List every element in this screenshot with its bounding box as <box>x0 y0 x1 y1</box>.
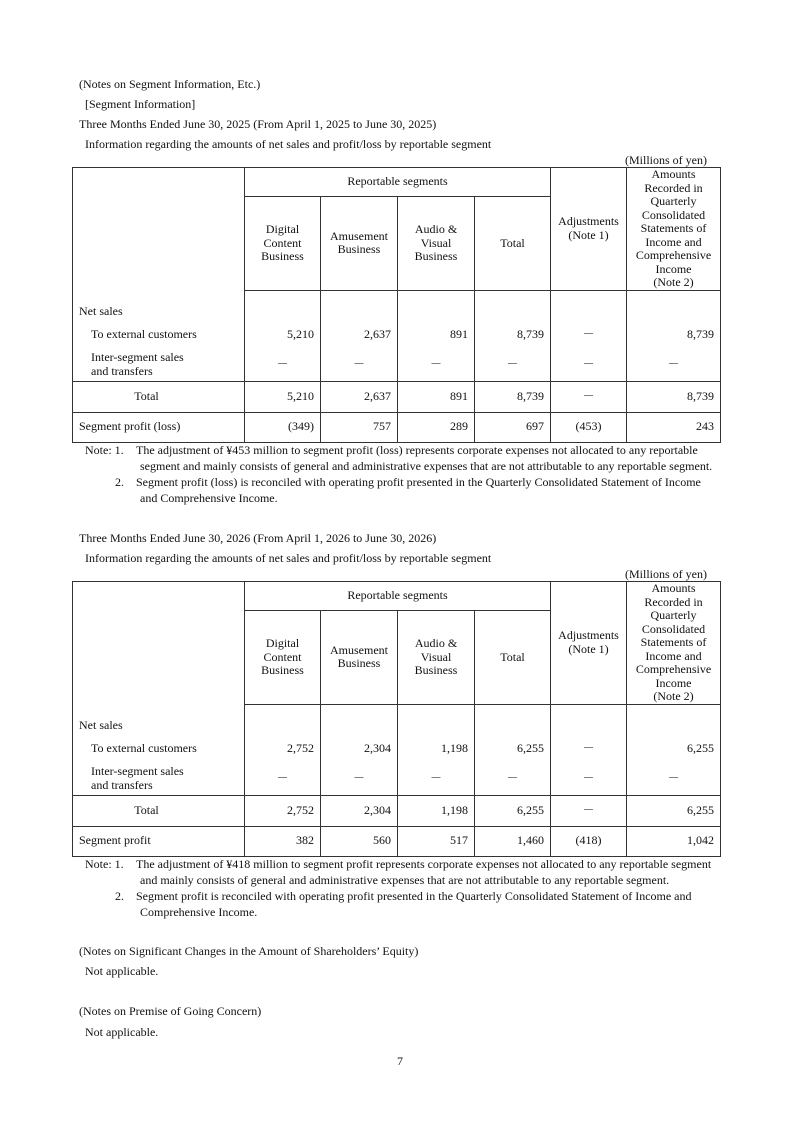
row-label-segment-profit: Segment profit <box>73 826 245 856</box>
cell-value: (349) <box>245 412 321 442</box>
header-adjustments: Adjustments (Note 1) <box>551 168 627 291</box>
row-label-net-sales: Net sales <box>73 704 245 735</box>
table-row <box>73 321 721 349</box>
cell-value: － <box>627 349 721 381</box>
header-total: Total <box>475 197 551 290</box>
cell-value: 289 <box>398 412 475 442</box>
cell-value: 1,042 <box>627 826 721 856</box>
cell-value: － <box>475 763 551 795</box>
header-audio-visual: Audio & Visual Business <box>398 611 475 704</box>
cell-value: － <box>551 381 627 412</box>
period2-subtitle: Information regarding the amounts of net sales and profit/loss by reportable segment <box>85 551 492 565</box>
period2-unit-label: (Millions of yen) <box>625 567 707 581</box>
cell-value: 8,739 <box>475 321 551 349</box>
cell-value: 2,637 <box>321 321 398 349</box>
header-audio-visual: Audio & Visual Business <box>398 197 475 290</box>
row-label-inter-segment: Inter-segment sales and transfers <box>73 349 245 381</box>
cell-value: 6,255 <box>475 795 551 826</box>
cell-value: 5,210 <box>245 381 321 412</box>
period1-subtitle: Information regarding the amounts of net sales and profit/loss by reportable segment <box>85 137 492 151</box>
row-label-total: Total <box>73 795 245 826</box>
going-concern-heading: (Notes on Premise of Going Concern) <box>79 1004 262 1018</box>
cell-value: 5,210 <box>245 321 321 349</box>
cell-value: － <box>398 763 475 795</box>
cell-value: － <box>551 735 627 763</box>
note-prefix: Note: 1. <box>85 857 124 871</box>
period1-unit-label: (Millions of yen) <box>625 153 707 167</box>
cell-value: 697 <box>475 412 551 442</box>
note-prefix: Note: 1. <box>85 443 124 457</box>
table-row <box>73 412 721 442</box>
header-total: Total <box>475 611 551 704</box>
period1-segment-table <box>72 167 721 443</box>
cell-value: 1,460 <box>475 826 551 856</box>
segment-heading: [Segment Information] <box>85 97 196 111</box>
cell-value: － <box>398 349 475 381</box>
period1-title: Three Months Ended June 30, 2025 (From April 1, 2025 to June 30, 2025) <box>79 117 437 131</box>
cell-value: (418) <box>551 826 627 856</box>
cell-value: 6,255 <box>627 795 721 826</box>
note2-line1: Segment profit (loss) is reconciled with operating profit presented in the Quarterly Consolidated Statement of Income <box>136 475 701 489</box>
cell-value: 6,255 <box>475 735 551 763</box>
cell-value: 517 <box>398 826 475 856</box>
cell-value: 2,304 <box>321 735 398 763</box>
row-label-inter-segment: Inter-segment sales and transfers <box>73 763 245 795</box>
note2-number: 2. <box>115 475 124 489</box>
note1-line1: The adjustment of ¥453 million to segment profit (loss) represents corporate expenses not allocated to any reportable <box>136 443 698 457</box>
cell-value: 6,255 <box>627 735 721 763</box>
cell-value: － <box>475 349 551 381</box>
row-label-total: Total <box>73 381 245 412</box>
header-digital-content: Digital Content Business <box>245 197 321 290</box>
cell-value: 8,739 <box>627 321 721 349</box>
cell-value: － <box>551 763 627 795</box>
table-row <box>73 735 721 763</box>
header-amusement: Amusement Business <box>321 197 398 290</box>
period1-notes <box>85 443 725 507</box>
note1-line2: and mainly consists of general and administrative expenses that are not attributable to any reportable segment. <box>140 873 670 887</box>
cell-value: 382 <box>245 826 321 856</box>
cell-value: 8,739 <box>627 381 721 412</box>
cell-value: － <box>321 763 398 795</box>
header-adjustments: Adjustments (Note 1) <box>551 582 627 705</box>
cell-value: 8,739 <box>475 381 551 412</box>
row-label-net-sales: Net sales <box>73 290 245 321</box>
notes-heading: (Notes on Segment Information, Etc.) <box>79 77 261 91</box>
cell-value: － <box>551 349 627 381</box>
page-number: 7 <box>397 1054 403 1068</box>
header-amusement: Amusement Business <box>321 611 398 704</box>
header-amounts-recorded: Amounts Recorded in Quarterly Consolidated Statements of Income and Comprehensive Income (Note 2) <box>627 168 721 291</box>
row-label-external: To external customers <box>73 321 245 349</box>
corner-cell <box>73 168 245 291</box>
table-row <box>73 381 721 412</box>
note1-line1: The adjustment of ¥418 million to segment profit represents corporate expenses not allocated to any reportable segment <box>136 857 712 871</box>
cell-value: － <box>551 321 627 349</box>
cell-value: 2,637 <box>321 381 398 412</box>
equity-heading: (Notes on Significant Changes in the Amount of Shareholders’ Equity) <box>79 944 419 958</box>
equity-text: Not applicable. <box>85 964 159 978</box>
table-row <box>73 290 721 321</box>
header-reportable-segments: Reportable segments <box>245 582 551 611</box>
cell-value: － <box>551 795 627 826</box>
table-row <box>73 704 721 735</box>
table-row <box>73 763 721 795</box>
note2-line1: Segment profit is reconciled with operating profit presented in the Quarterly Consolidated Statement of Income and <box>136 889 692 903</box>
note2-number: 2. <box>115 889 124 903</box>
row-label-segment-profit: Segment profit (loss) <box>73 412 245 442</box>
period2-title: Three Months Ended June 30, 2026 (From April 1, 2026 to June 30, 2026) <box>79 531 437 545</box>
cell-value: (453) <box>551 412 627 442</box>
cell-value: 891 <box>398 321 475 349</box>
cell-value: 757 <box>321 412 398 442</box>
cell-value: － <box>321 349 398 381</box>
note2-line2: and Comprehensive Income. <box>140 491 278 505</box>
cell-value: － <box>245 349 321 381</box>
corner-cell <box>73 582 245 705</box>
going-concern-text: Not applicable. <box>85 1025 159 1039</box>
table-row <box>73 826 721 856</box>
note1-line2: segment and mainly consists of general and administrative expenses that are not attributable to any reportable segment. <box>140 459 713 473</box>
note2-line2: Comprehensive Income. <box>140 905 258 919</box>
header-amounts-recorded: Amounts Recorded in Quarterly Consolidated Statements of Income and Comprehensive Income (Note 2) <box>627 582 721 705</box>
table-row <box>73 795 721 826</box>
cell-value: 1,198 <box>398 735 475 763</box>
row-label-external: To external customers <box>73 735 245 763</box>
period2-segment-table <box>72 581 721 857</box>
period2-notes <box>85 857 725 921</box>
cell-value: 560 <box>321 826 398 856</box>
header-digital-content: Digital Content Business <box>245 611 321 704</box>
header-reportable-segments: Reportable segments <box>245 168 551 197</box>
cell-value: － <box>245 763 321 795</box>
cell-value: － <box>627 763 721 795</box>
cell-value: 243 <box>627 412 721 442</box>
cell-value: 2,752 <box>245 795 321 826</box>
cell-value: 1,198 <box>398 795 475 826</box>
cell-value: 2,304 <box>321 795 398 826</box>
table-row <box>73 349 721 381</box>
cell-value: 2,752 <box>245 735 321 763</box>
cell-value: 891 <box>398 381 475 412</box>
